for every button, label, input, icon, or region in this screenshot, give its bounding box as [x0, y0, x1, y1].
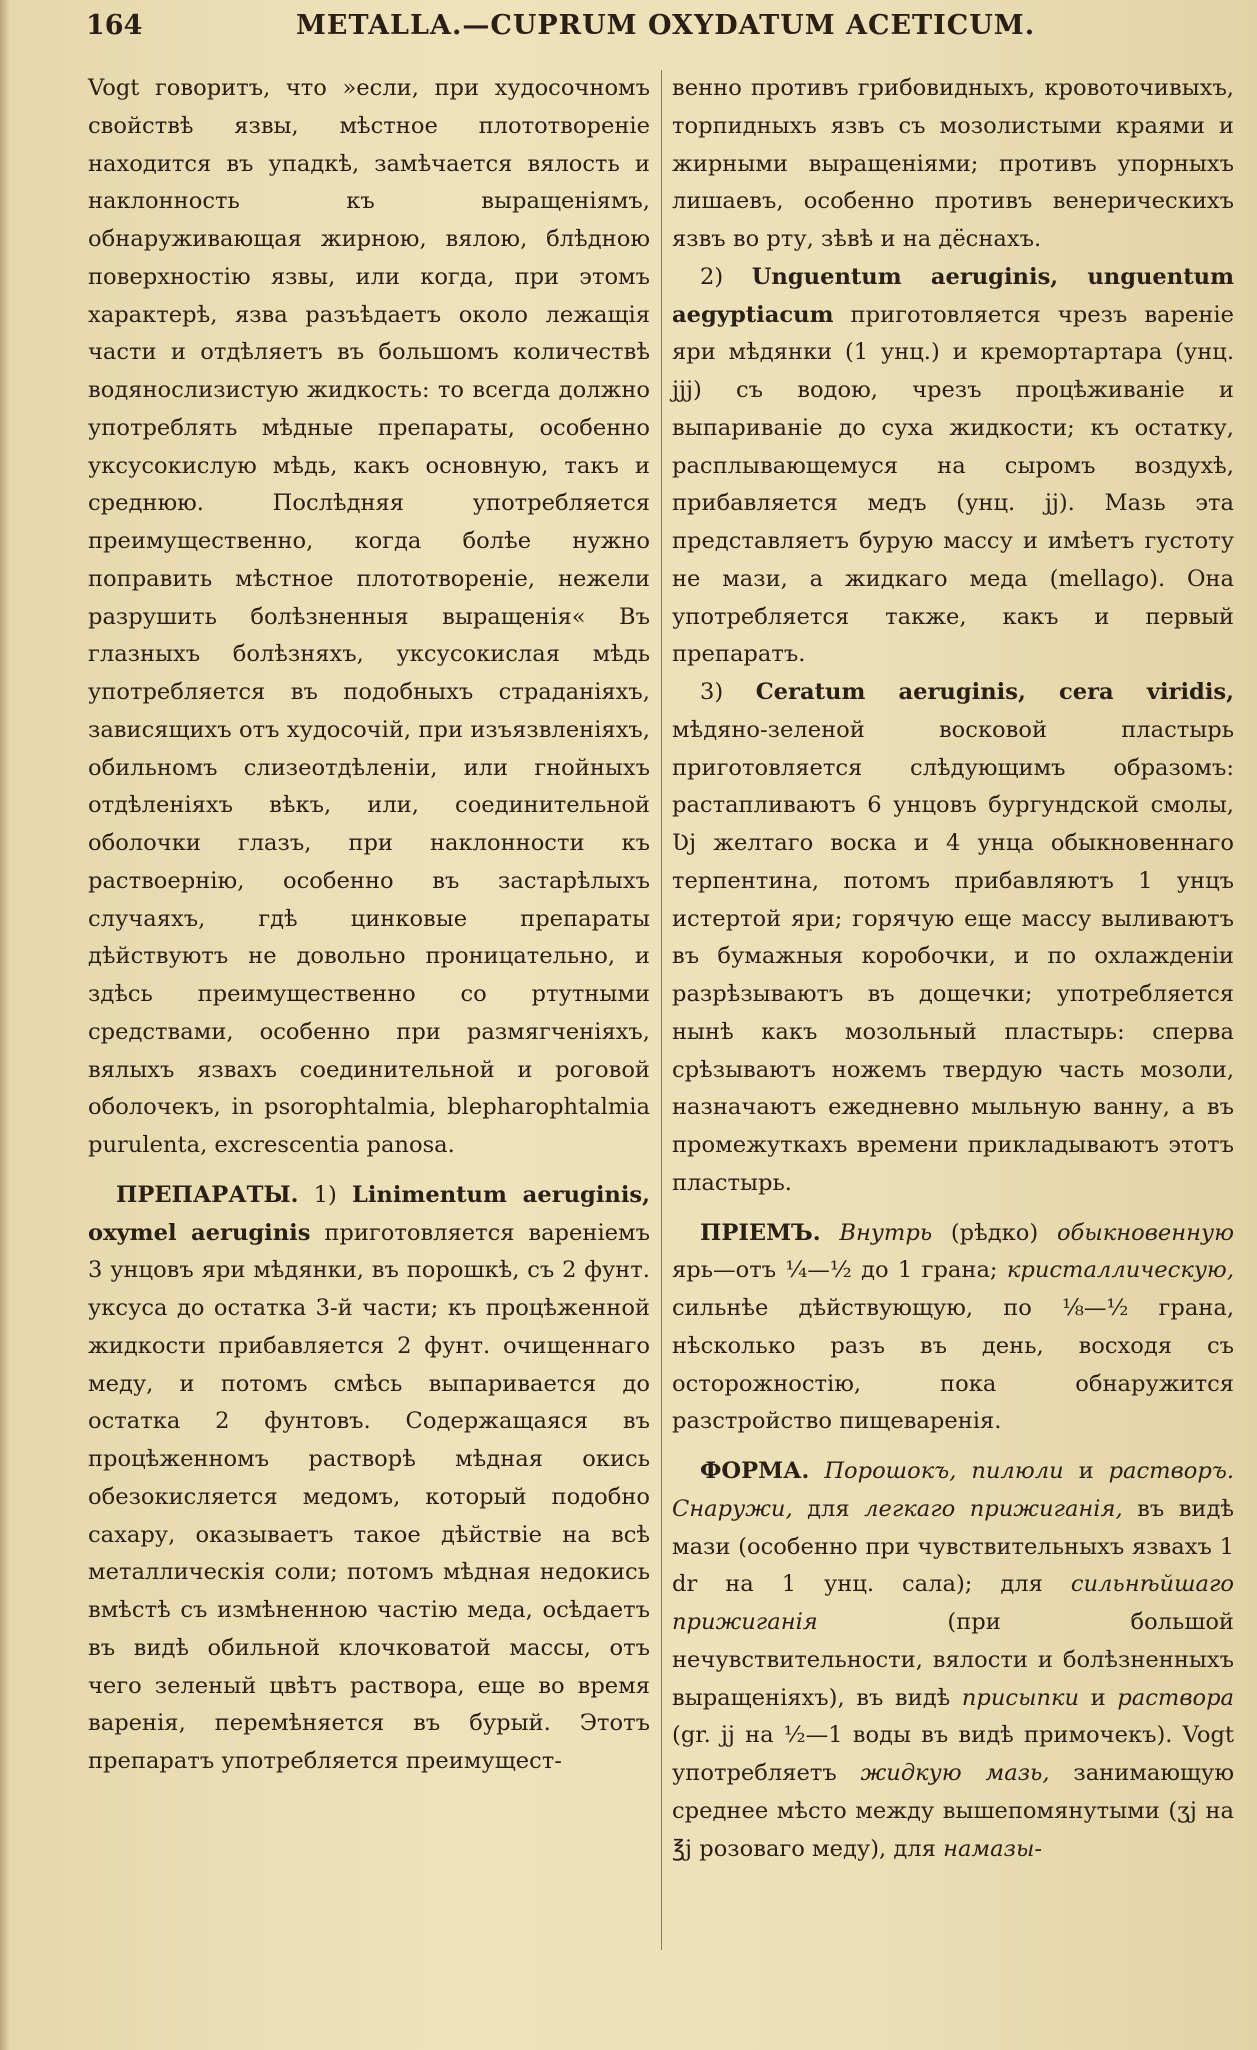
paragraph-text: (рѣдко) [950, 1219, 1039, 1246]
latin-term: Unguentum aeruginis, unguentum aegyptiacum [672, 263, 1234, 328]
heading-preparations: ПРЕПАРАТЫ. [116, 1181, 299, 1208]
paragraph-text: (gr. jj на ½—1 воды въ видѣ примочекъ). Vogt употребляетъ [672, 1722, 1234, 1786]
italic-term: Внутрь [839, 1219, 933, 1246]
left-column [88, 70, 650, 1781]
italic-term: сильнѣйшаго прижиганія [672, 1571, 1234, 1635]
page-number: 164 [86, 10, 143, 41]
right-column [672, 70, 1234, 1868]
item-number: 3) [700, 679, 724, 705]
paragraph-form [672, 1453, 1234, 1868]
paragraph-text: (при большой нечувствительности, вялости и болѣзненныхъ выращеніяхъ), въ видѣ [672, 1609, 1234, 1711]
paragraph-text: мѣдяно-зеленой восковой пластырь приготовляется слѣдующимъ образомъ: растапливаютъ 6 унцовъ бургундской смолы, Ʋj желтаго воска и 4 унца обыкновеннаго терпентина, потомъ прибавляютъ 1 унцъ истертой яри; горячую еще массу выливаютъ въ бумажныя коробочки, и по охлажденіи разрѣзываютъ въ дощечки; употребляется нынѣ какъ мозольный пластырь: сперва срѣзываютъ ножемъ твердую часть мозоли, назначаютъ ежедневно мыльную ванну, а въ промежуткахъ времени прикладываютъ этотъ пластырь. [672, 716, 1234, 1196]
italic-term: Порошокъ, пилюли [824, 1458, 1064, 1484]
italic-term: обыкновенную [1056, 1219, 1235, 1246]
paragraph-continuation: венно противъ грибовидныхъ, кровоточивыхъ, торпидныхъ язвъ съ мозолистыми краями и жирными выращеніями; противъ упорныхъ лишаевъ, особенно противъ венерическихъ язвъ во рту, зѣвѣ и на дёснахъ. [672, 75, 1234, 252]
paragraph-preparation-2 [672, 259, 1234, 674]
italic-term: легкаго прижиганія, [864, 1495, 1123, 1522]
italic-term: присыпки [961, 1684, 1080, 1711]
latin-term: Linimentum aeruginis, oxymel aeruginis [88, 1181, 650, 1246]
running-head: METALLA.—CUPRUM OXYDATUM ACETICUM. [296, 10, 1036, 41]
paragraph-text: для [807, 1495, 850, 1522]
latin-term: Ceratum aeruginis, cera viridis, [755, 679, 1234, 705]
heading-dosage: ПРІЕМЪ. [700, 1219, 821, 1246]
item-number: 2) [700, 263, 724, 290]
paragraph-text: ярь—отъ ¼—½ до 1 грана; [672, 1257, 998, 1284]
italic-term: жидкую мазь, [860, 1760, 1050, 1786]
italic-term: намазы- [943, 1835, 1042, 1862]
paragraph-preparations-1 [88, 1177, 650, 1781]
paragraph-text: и [1090, 1684, 1106, 1711]
item-number: 1) [313, 1181, 337, 1208]
paragraph-text: сильнѣе дѣйствующую, по ⅛—½ грана, нѣсколько разъ въ день, восходя съ осторожностію, пока обнаружится разстройство пищеваренія. [672, 1295, 1234, 1435]
italic-term: кристаллическую, [1006, 1257, 1235, 1284]
paragraph-text: въ видѣ мази (особенно при чувствительныхъ язвахъ 1 dr на 1 унц. сала); для [672, 1495, 1235, 1598]
paragraph-dosage [672, 1215, 1234, 1442]
paragraph-text: занимающую среднее мѣсто между вышепомянутыми (ʒj на ℥j розоваго меду), для [672, 1760, 1234, 1862]
paragraph-text: приготовляется вареніемъ 3 унцовъ яри мѣдянки, въ порошкѣ, съ 2 фунт. уксуса до остатка 3-й части; къ процѣженной жидкости прибавляется 2 фунт. очищеннаго меду, и потомъ смѣсь выпаривается до остатка 2 фунтовъ. Содержащаяся въ процѣженномъ растворѣ мѣдная окись обезокисляется медомъ, который подобно сахару, оказываетъ такое дѣйствіе на всѣ металлическія соли; потомъ мѣдная недокись вмѣстѣ съ измѣненною частію меда, осѣдаетъ въ видѣ обильной клочковатой массы, отъ чего зеленый цвѣтъ раствора, еще во время варенія, перемѣняется въ бурый. Этотъ препаратъ употребляется преимущест- [88, 1219, 651, 1774]
heading-form: ФОРМА. [700, 1458, 810, 1484]
paragraph-text: приготовляется чрезъ вареніе яри мѣдянки (1 унц.) и кремортартара (унц. jjj) съ водою, чрезъ процѣживаніе и выпариваніе до суха жидкости; къ остатку, расплывающемуся на сыромъ воздухѣ, прибавляется медъ (унц. jj). Мазь эта представляетъ бурую массу и имѣетъ густоту не мази, а жидкаго меда (mellago). Она употребляется также, какъ и первый препаратъ. [672, 301, 1234, 668]
paragraph-text: и [1078, 1458, 1094, 1484]
column-divider [661, 70, 662, 1950]
italic-term: раствора [1117, 1684, 1235, 1711]
italic-term: растворъ. Снаружи, [672, 1458, 1235, 1522]
paragraph-vogt-quote: Vogt говоритъ, что »если, при худосочномъ свойствѣ язвы, мѣстное плототвореніе находится въ упадкѣ, замѣчается вялость и наклонность къ выращеніямъ, обнаруживающая жирною, вялою, блѣдною поверхностію язвы, или когда, при этомъ характерѣ, язва разъѣдаетъ около лежащія части и отдѣляетъ въ большомъ количествѣ водянослизистую жидкость: то всегда должно употреблять мѣдные препараты, особенно уксусокислую мѣдь, какъ основную, такъ и среднюю. Послѣдняя употребляется преимущественно, когда болѣе нужно поправить мѣстное плототвореніе, нежели разрушить болѣзненныя выращенія« Въ глазныхъ болѣзняхъ, уксусокислая мѣдь употребляется въ подобныхъ страданіяхъ, зависящихъ отъ худосочій, при изъязвленіяхъ, обильномъ слизеотдѣленіи, или гнойныхъ отдѣленіяхъ вѣкъ, или, соединительной оболочки глазъ, при наклонности къ раствоернію, особенно въ застарѣлыхъ случаяхъ, гдѣ цинковые препараты дѣйствуютъ не довольно проницательно, и здѣсь преимущественно со ртутными средствами, особенно при размягченіяхъ, вялыхъ язвахъ соединительной и роговой оболочекъ, in psorophtalmia, blepharophtalmia purulenta, excrescentia panosa. [88, 75, 650, 1158]
paragraph-preparation-3 [672, 674, 1234, 1203]
page-header [86, 8, 1236, 40]
